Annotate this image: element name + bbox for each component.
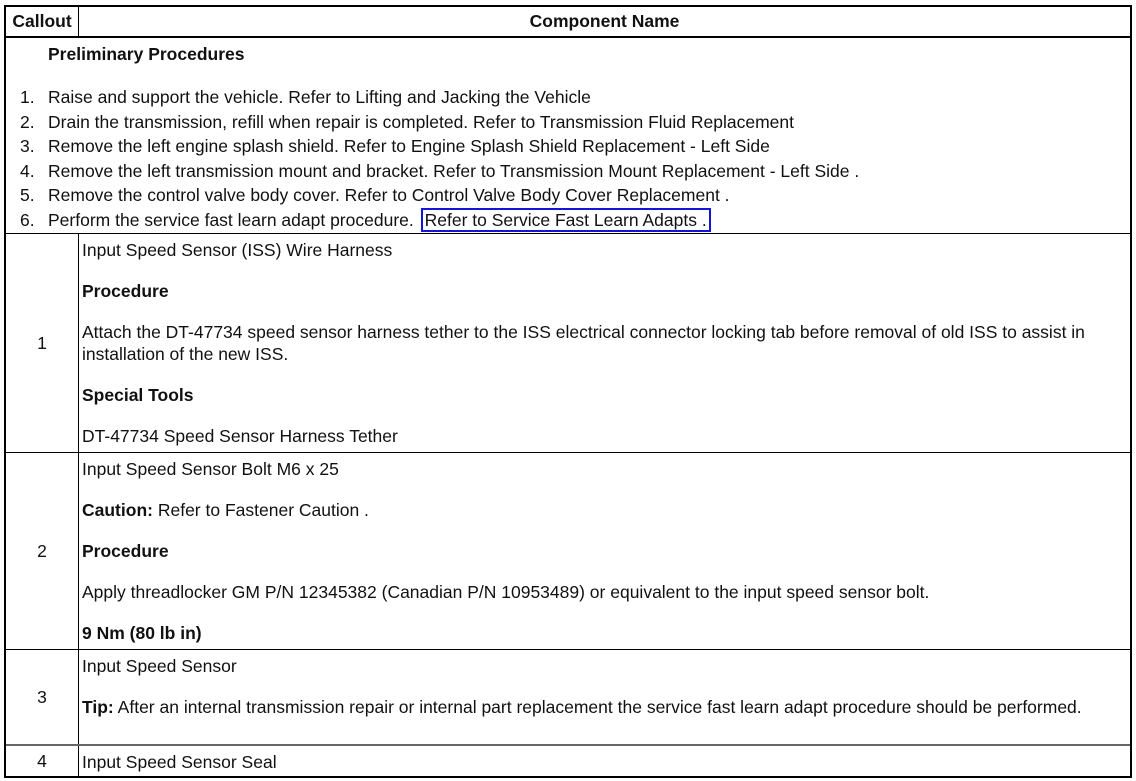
step-text: Drain the transmission, refill when repair is completed. Refer to Transmission Fluid Replacement bbox=[48, 111, 794, 132]
caution-text: Refer to Fastener Caution . bbox=[157, 500, 369, 520]
step-item bbox=[6, 183, 859, 208]
callout-number: 1 bbox=[6, 234, 79, 452]
caution-label: Caution: bbox=[82, 500, 153, 520]
step-item bbox=[6, 159, 859, 184]
step-item bbox=[6, 134, 859, 159]
preliminary-procedures bbox=[6, 38, 1130, 234]
step-item bbox=[6, 208, 859, 233]
component-name: Input Speed Sensor bbox=[82, 656, 237, 676]
caution-note bbox=[82, 499, 1124, 521]
procedure-text: Apply threadlocker GM P/N 12345382 (Canadian P/N 10953489) or equivalent to the input speed sensor bolt. bbox=[82, 582, 930, 602]
special-tools-label: Special Tools bbox=[82, 385, 194, 405]
header-component-name: Component Name bbox=[529, 11, 680, 31]
procedure-text: Attach the DT-47734 speed sensor harness tether to the ISS electrical connector locking tab before removal of old ISS to assist in installation of the new ISS. bbox=[82, 322, 1085, 364]
component-name: Input Speed Sensor Bolt M6 x 25 bbox=[82, 459, 339, 479]
tip-note bbox=[82, 696, 1124, 718]
component-name: Input Speed Sensor (ISS) Wire Harness bbox=[82, 240, 393, 260]
step-number: 3. bbox=[20, 136, 35, 157]
header-callout: Callout bbox=[6, 7, 79, 36]
step-text: Raise and support the vehicle. Refer to Lifting and Jacking the Vehicle bbox=[48, 87, 591, 107]
procedure-label: Procedure bbox=[82, 281, 169, 301]
component-cell bbox=[82, 234, 1124, 447]
table-row bbox=[6, 746, 1130, 776]
callout-number: 4 bbox=[6, 746, 79, 776]
step-number: 2. bbox=[20, 111, 35, 132]
callout-number: 3 bbox=[6, 650, 79, 744]
step-text: Remove the left engine splash shield. Refer to Engine Splash Shield Replacement - Left Side bbox=[48, 136, 770, 157]
step-number: 1. bbox=[20, 87, 35, 107]
table-row bbox=[6, 650, 1130, 746]
component-cell bbox=[82, 746, 1124, 773]
step-number: 6. bbox=[20, 209, 35, 230]
step-item bbox=[6, 85, 859, 110]
step-text: Remove the control valve body cover. Refer to Control Valve Body Cover Replacement . bbox=[48, 185, 730, 206]
tip-text: After an internal transmission repair or internal part replacement the service fast learn adapt procedure should be performed. bbox=[117, 697, 1082, 717]
table-row bbox=[6, 234, 1130, 453]
component-cell bbox=[82, 650, 1124, 718]
procedure-label: Procedure bbox=[82, 541, 169, 561]
step-text: Perform the service fast learn adapt procedure. bbox=[48, 209, 414, 230]
step-number: 5. bbox=[20, 185, 35, 206]
tip-label: Tip: bbox=[82, 697, 114, 717]
service-fast-learn-adapts-link[interactable]: Refer to Service Fast Learn Adapts . bbox=[421, 208, 711, 232]
step-text: Remove the left transmission mount and bracket. Refer to Transmission Mount Replacement - Left Side . bbox=[48, 160, 860, 181]
step-item bbox=[6, 110, 859, 135]
preliminary-title: Preliminary Procedures bbox=[48, 44, 245, 64]
table-row bbox=[6, 453, 1130, 650]
step-number: 4. bbox=[20, 160, 35, 181]
preliminary-steps bbox=[6, 85, 859, 233]
component-cell bbox=[82, 453, 1124, 644]
callout-number: 2 bbox=[6, 453, 79, 649]
table-header bbox=[6, 7, 1130, 38]
component-name: Input Speed Sensor Seal bbox=[82, 752, 277, 772]
special-tools-text: DT-47734 Speed Sensor Harness Tether bbox=[82, 426, 398, 446]
component-table bbox=[4, 5, 1132, 778]
torque-spec: 9 Nm (80 lb in) bbox=[82, 623, 202, 643]
